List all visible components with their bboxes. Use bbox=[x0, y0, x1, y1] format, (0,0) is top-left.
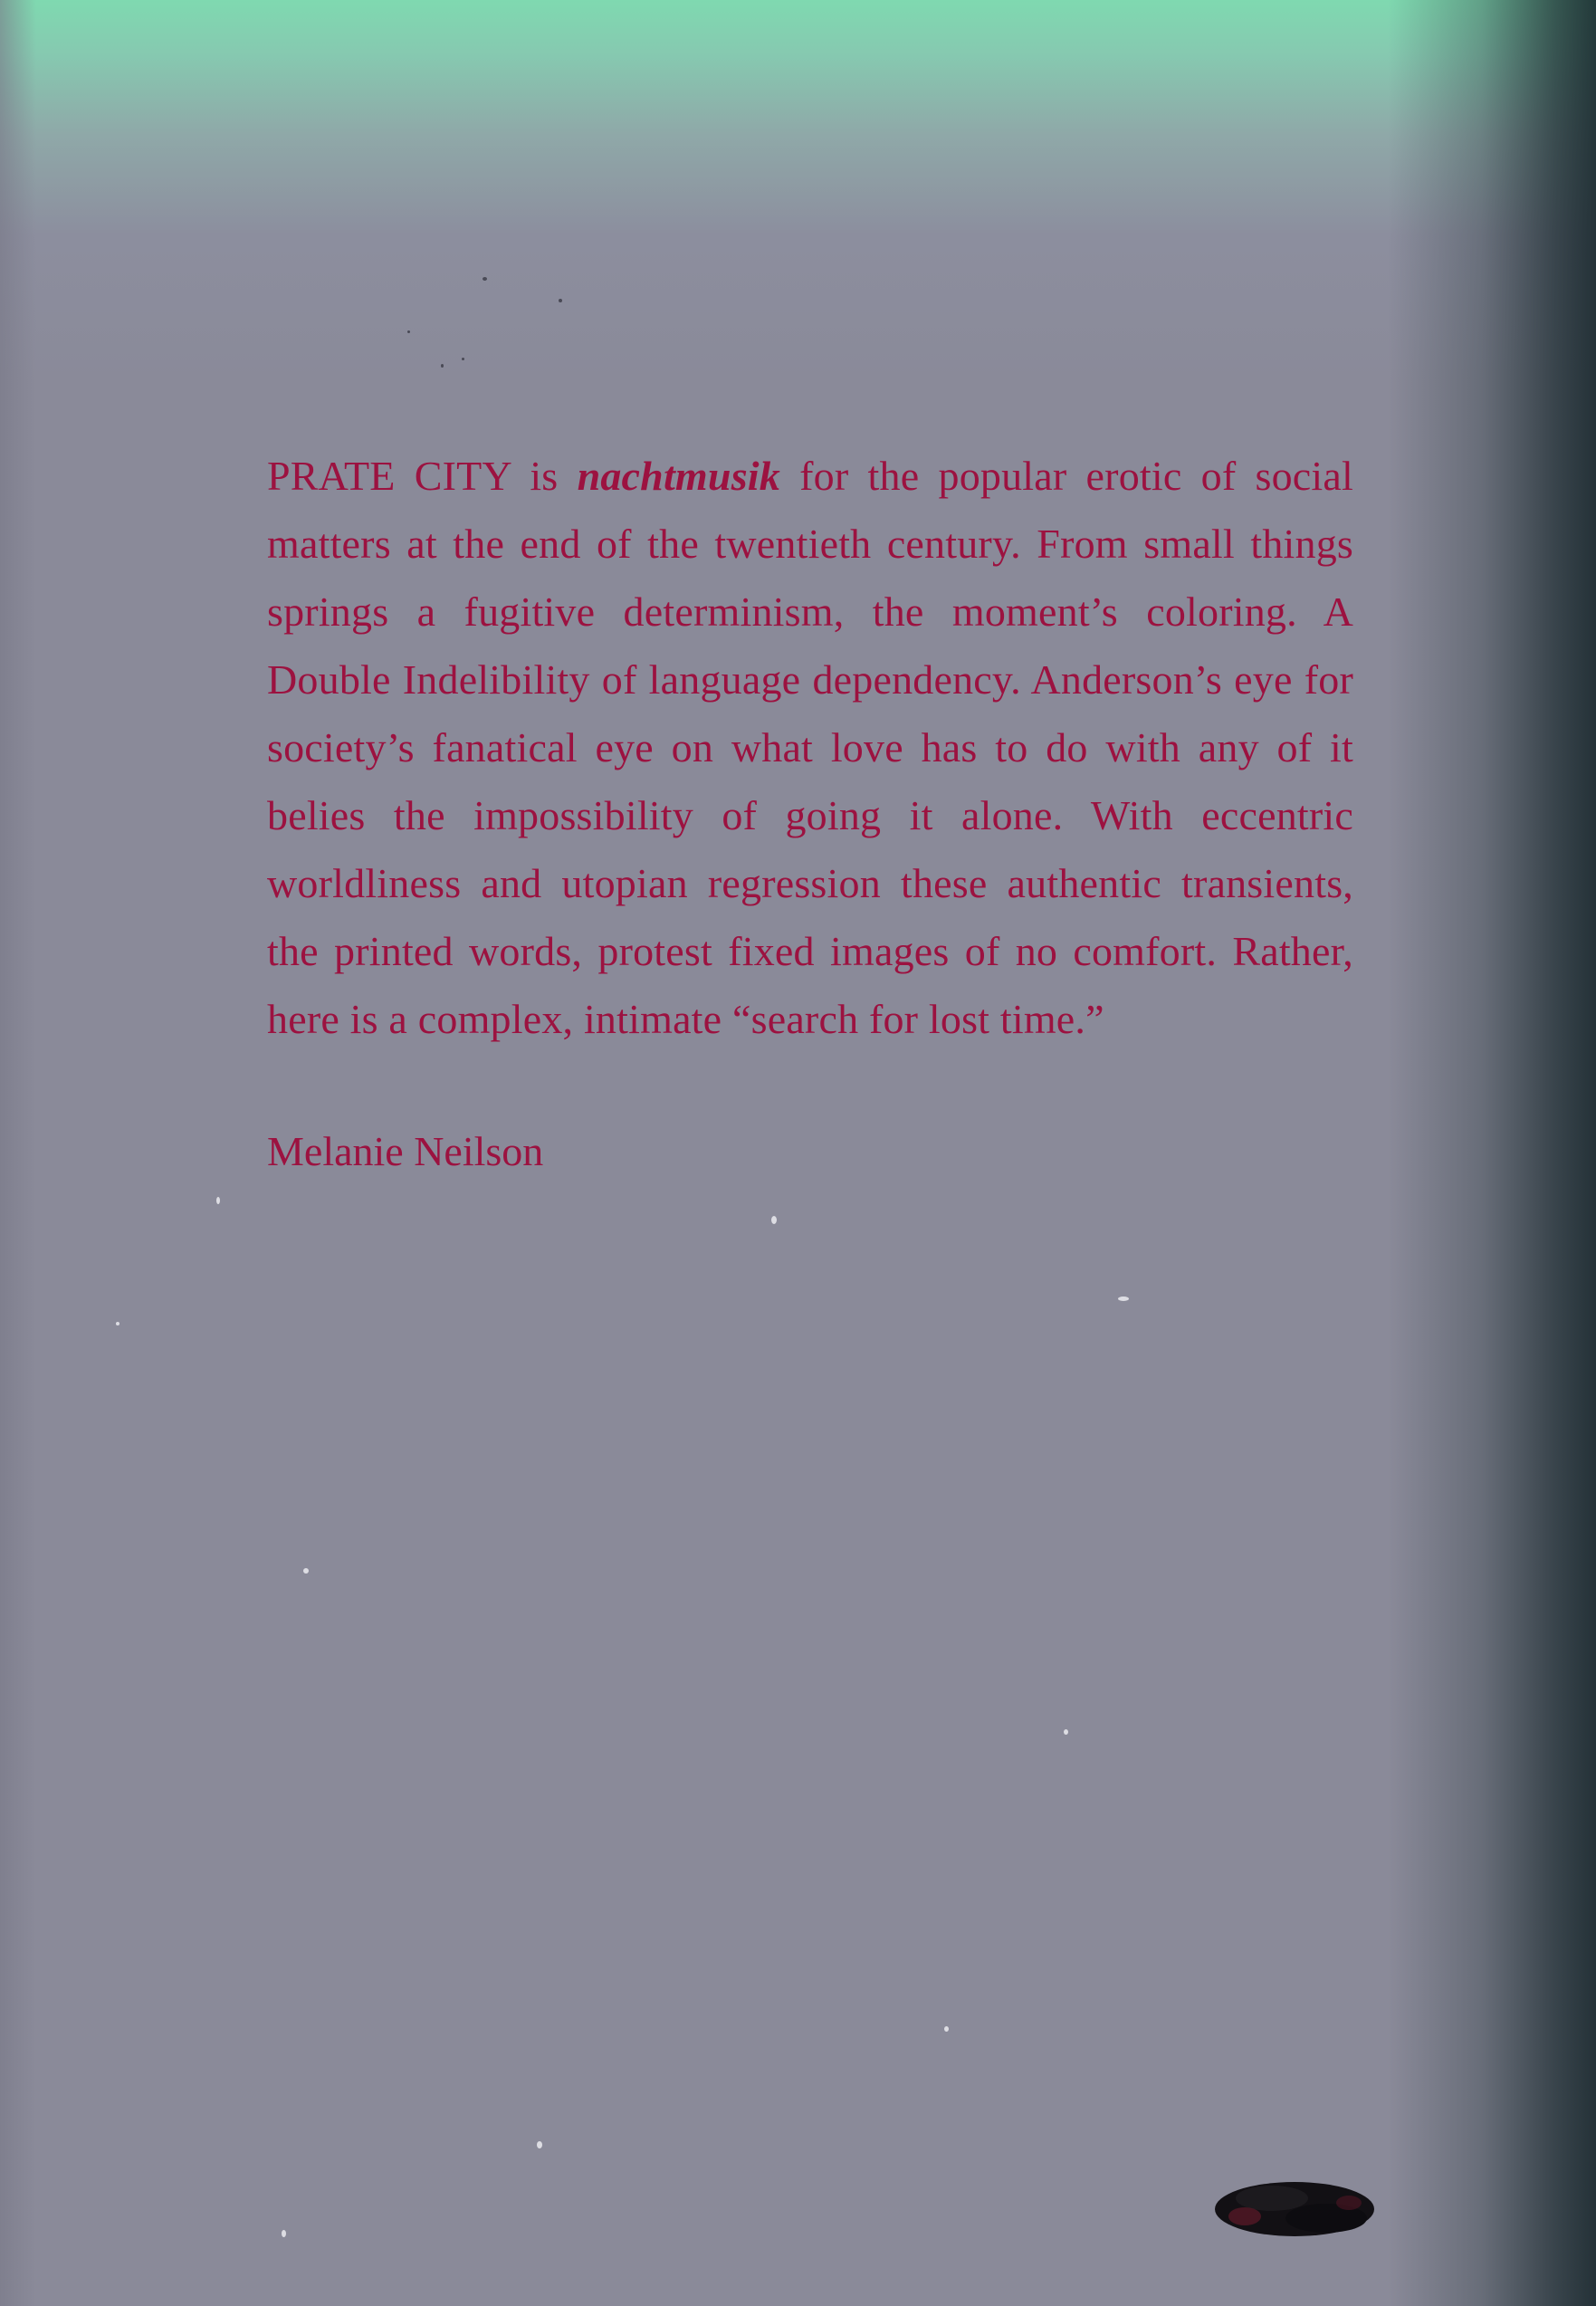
dust-speck bbox=[559, 299, 562, 302]
dust-speck bbox=[771, 1216, 777, 1224]
dust-speck bbox=[441, 364, 444, 368]
dust-speck bbox=[537, 2141, 542, 2148]
cover-spine-shadow bbox=[1388, 0, 1596, 2306]
dust-speck bbox=[303, 1568, 309, 1574]
author-name: Melanie Neilson bbox=[267, 1128, 544, 1174]
blurb-connector: is bbox=[511, 453, 578, 499]
dust-speck bbox=[407, 330, 410, 333]
dust-speck bbox=[483, 277, 487, 281]
blurb-text bbox=[267, 442, 1353, 1053]
dust-speck bbox=[944, 2026, 949, 2032]
dust-speck bbox=[462, 358, 464, 360]
italic-word: nachtmusik bbox=[577, 453, 780, 499]
book-title: PRATE CITY bbox=[267, 453, 511, 499]
dust-speck bbox=[1118, 1297, 1129, 1301]
dust-speck bbox=[1064, 1729, 1068, 1735]
dust-speck bbox=[216, 1197, 220, 1204]
blurb-paragraph bbox=[267, 442, 1353, 1053]
dust-speck bbox=[282, 2230, 286, 2237]
dust-speck bbox=[116, 1322, 119, 1325]
cover-left-edge bbox=[0, 0, 36, 2306]
ink-stamp-mark bbox=[1209, 2171, 1381, 2244]
blurb-body: for the popular erotic of social matters at the end of the twentieth century. From small things springs a fugitive determinism, the moment’s coloring. A Double Indelibility of language dependency. Anderson’s eye for society’s fanatical eye on what love has to do with any of it belies the impossibility of going it alone. With eccentric worldliness and utopian regression these authentic transients, the printed words, protest fixed images of no comfort. Rather, here is a complex, intimate “search for lost time.” bbox=[267, 453, 1354, 1042]
